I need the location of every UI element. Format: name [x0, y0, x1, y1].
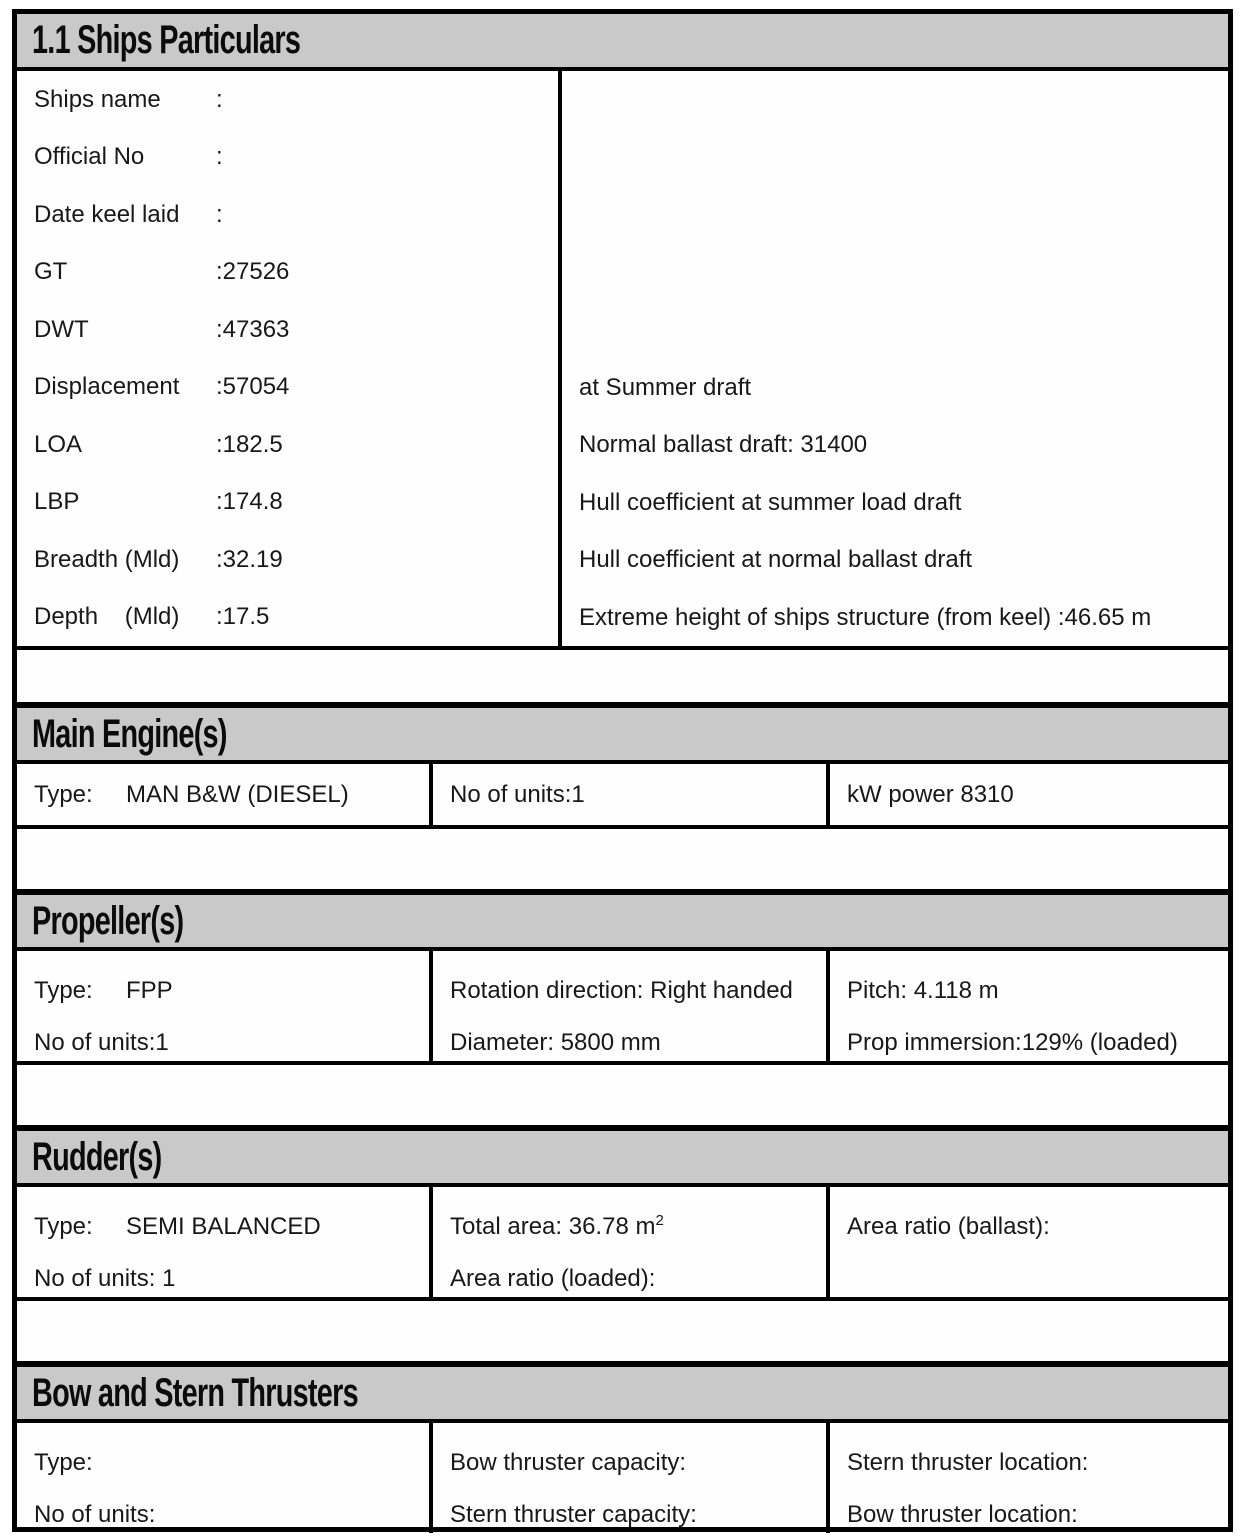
spacer-row	[17, 1065, 1228, 1125]
power-text: kW power 8310	[847, 780, 1014, 808]
section-title: Main Engine(s)	[32, 711, 227, 756]
bow-capacity-text: Bow thruster capacity:	[450, 1449, 687, 1476]
thruster-units-line	[34, 1489, 429, 1536]
type-label: Type:	[34, 1449, 93, 1476]
field-label: DWT	[34, 315, 89, 343]
note-hull-coeff-summer	[579, 474, 1228, 532]
note-text: Hull coefficient at normal ballast draft	[579, 546, 973, 574]
field-label: Displacement	[34, 373, 180, 401]
particulars-right-stack	[579, 359, 1228, 647]
spacer-row	[17, 1301, 1228, 1361]
note-extreme-height	[579, 589, 1228, 647]
field-value: :27526	[216, 258, 290, 286]
spacer-row	[17, 650, 1228, 702]
propeller-units-line	[34, 1017, 429, 1069]
thruster-location-cell	[830, 1423, 1228, 1533]
particulars-row-ships-name	[34, 71, 558, 129]
thruster-capacity-cell	[433, 1423, 830, 1533]
note-text: Hull coefficient at summer load draft	[579, 488, 962, 516]
bow-location-text: Bow thruster location:	[847, 1501, 1078, 1528]
section-header-main-engine	[17, 702, 1228, 764]
particulars-row-date-keel-laid	[34, 186, 558, 244]
area-ratio-ballast-line	[847, 1201, 1228, 1253]
particulars-row-gt	[34, 244, 558, 302]
pitch-text: Pitch: 4.118 m	[847, 977, 999, 1004]
rudder-units-line	[34, 1253, 429, 1305]
particulars-row-dwt	[34, 301, 558, 359]
particulars-row-breadth	[34, 531, 558, 589]
field-value: :17.5	[216, 603, 270, 631]
thrusters-table	[17, 1423, 1228, 1533]
field-label: Ships name	[34, 85, 161, 113]
bow-capacity-line	[450, 1437, 826, 1489]
bow-location-line	[847, 1489, 1228, 1536]
area-ratio-loaded-text: Area ratio (loaded):	[450, 1265, 656, 1292]
propeller-pitch-cell	[830, 951, 1228, 1061]
particulars-left-column	[17, 71, 562, 646]
main-engine-type-cell	[17, 764, 433, 825]
rudder-type-line	[34, 1201, 429, 1253]
field-value: :	[216, 85, 223, 113]
note-text: Normal ballast draft: 31400	[579, 431, 868, 459]
note-at-summer-draft	[579, 359, 1228, 417]
total-area-value: Total area: 36.78 m	[450, 1213, 656, 1240]
field-label: Breadth (Mld)	[34, 545, 180, 573]
total-area-superscript: 2	[655, 1212, 664, 1229]
units-text: No of units:	[34, 1501, 156, 1528]
note-text: at Summer draft	[579, 373, 752, 401]
rudder-ratio-ballast-cell	[830, 1187, 1228, 1297]
field-label: Official No	[34, 143, 145, 171]
propeller-rotation-cell	[433, 951, 830, 1061]
stern-capacity-line	[450, 1489, 826, 1536]
note-hull-coeff-ballast	[579, 532, 1228, 590]
section-header-rudders	[17, 1125, 1228, 1187]
diameter-line	[450, 1017, 826, 1069]
note-text: Extreme height of ships structure (from keel) :46.65 m	[579, 603, 1152, 631]
rudder-type-cell	[17, 1187, 433, 1297]
field-label: GT	[34, 258, 68, 286]
field-value: :182.5	[216, 430, 283, 458]
section-header-ships-particulars	[17, 14, 1228, 71]
pitch-line	[847, 965, 1228, 1017]
stern-location-text: Stern thruster location:	[847, 1449, 1089, 1476]
section-title: Rudder(s)	[32, 1134, 162, 1179]
type-label: Type:	[34, 1213, 93, 1240]
field-value: :174.8	[216, 488, 283, 516]
section-header-propellers	[17, 889, 1228, 951]
type-value: SEMI BALANCED	[126, 1213, 321, 1240]
rotation-text: Rotation direction: Right handed	[450, 977, 793, 1004]
thruster-type-cell	[17, 1423, 433, 1533]
main-engine-power-cell	[830, 764, 1228, 825]
diameter-text: Diameter: 5800 mm	[450, 1029, 661, 1056]
area-ratio-loaded-line	[450, 1253, 826, 1305]
section-title: Bow and Stern Thrusters	[32, 1370, 358, 1415]
section-header-thrusters	[17, 1361, 1228, 1423]
field-value: :	[216, 143, 223, 171]
field-label: LOA	[34, 430, 83, 458]
field-label: Date keel laid	[34, 200, 180, 228]
immersion-line	[847, 1017, 1228, 1069]
type-label: Type:	[34, 780, 93, 808]
particulars-row-depth	[34, 589, 558, 647]
particulars-right-column	[562, 71, 1228, 646]
spacer-row	[17, 829, 1228, 889]
total-area-text	[450, 1213, 664, 1241]
type-value: MAN B&W (DIESEL)	[126, 780, 349, 808]
particulars-table	[17, 71, 1228, 650]
section-title: 1.1 Ships Particulars	[32, 18, 301, 62]
note-normal-ballast-draft	[579, 417, 1228, 475]
immersion-text: Prop immersion:129% (loaded)	[847, 1029, 1178, 1056]
thruster-type-line	[34, 1437, 429, 1489]
rudders-table	[17, 1187, 1228, 1301]
stern-location-line	[847, 1437, 1228, 1489]
main-engine-table	[17, 764, 1228, 829]
particulars-row-displacement	[34, 359, 558, 417]
units-text: No of units:1	[450, 780, 585, 808]
type-label: Type:	[34, 977, 93, 1004]
units-text: No of units: 1	[34, 1265, 176, 1292]
rotation-line	[450, 965, 826, 1017]
field-value: :47363	[216, 315, 290, 343]
section-title: Propeller(s)	[32, 898, 184, 943]
field-value: :32.19	[216, 545, 283, 573]
particulars-row-lbp	[34, 474, 558, 532]
total-area-line	[450, 1201, 826, 1253]
propeller-type-line	[34, 965, 429, 1017]
propeller-type-cell	[17, 951, 433, 1061]
stern-capacity-text: Stern thruster capacity:	[450, 1501, 697, 1528]
propellers-table	[17, 951, 1228, 1065]
particulars-row-official-no	[34, 129, 558, 187]
units-text: No of units:1	[34, 1029, 169, 1056]
main-engine-units-cell	[433, 764, 830, 825]
particulars-row-loa	[34, 416, 558, 474]
rudder-area-cell	[433, 1187, 830, 1297]
type-value: FPP	[126, 977, 173, 1004]
area-ratio-ballast-text: Area ratio (ballast):	[847, 1213, 1050, 1240]
field-label: LBP	[34, 488, 80, 516]
field-value: :	[216, 200, 223, 228]
document-frame	[12, 9, 1233, 1532]
field-label: Depth (Mld)	[34, 603, 180, 631]
field-value: :57054	[216, 373, 290, 401]
